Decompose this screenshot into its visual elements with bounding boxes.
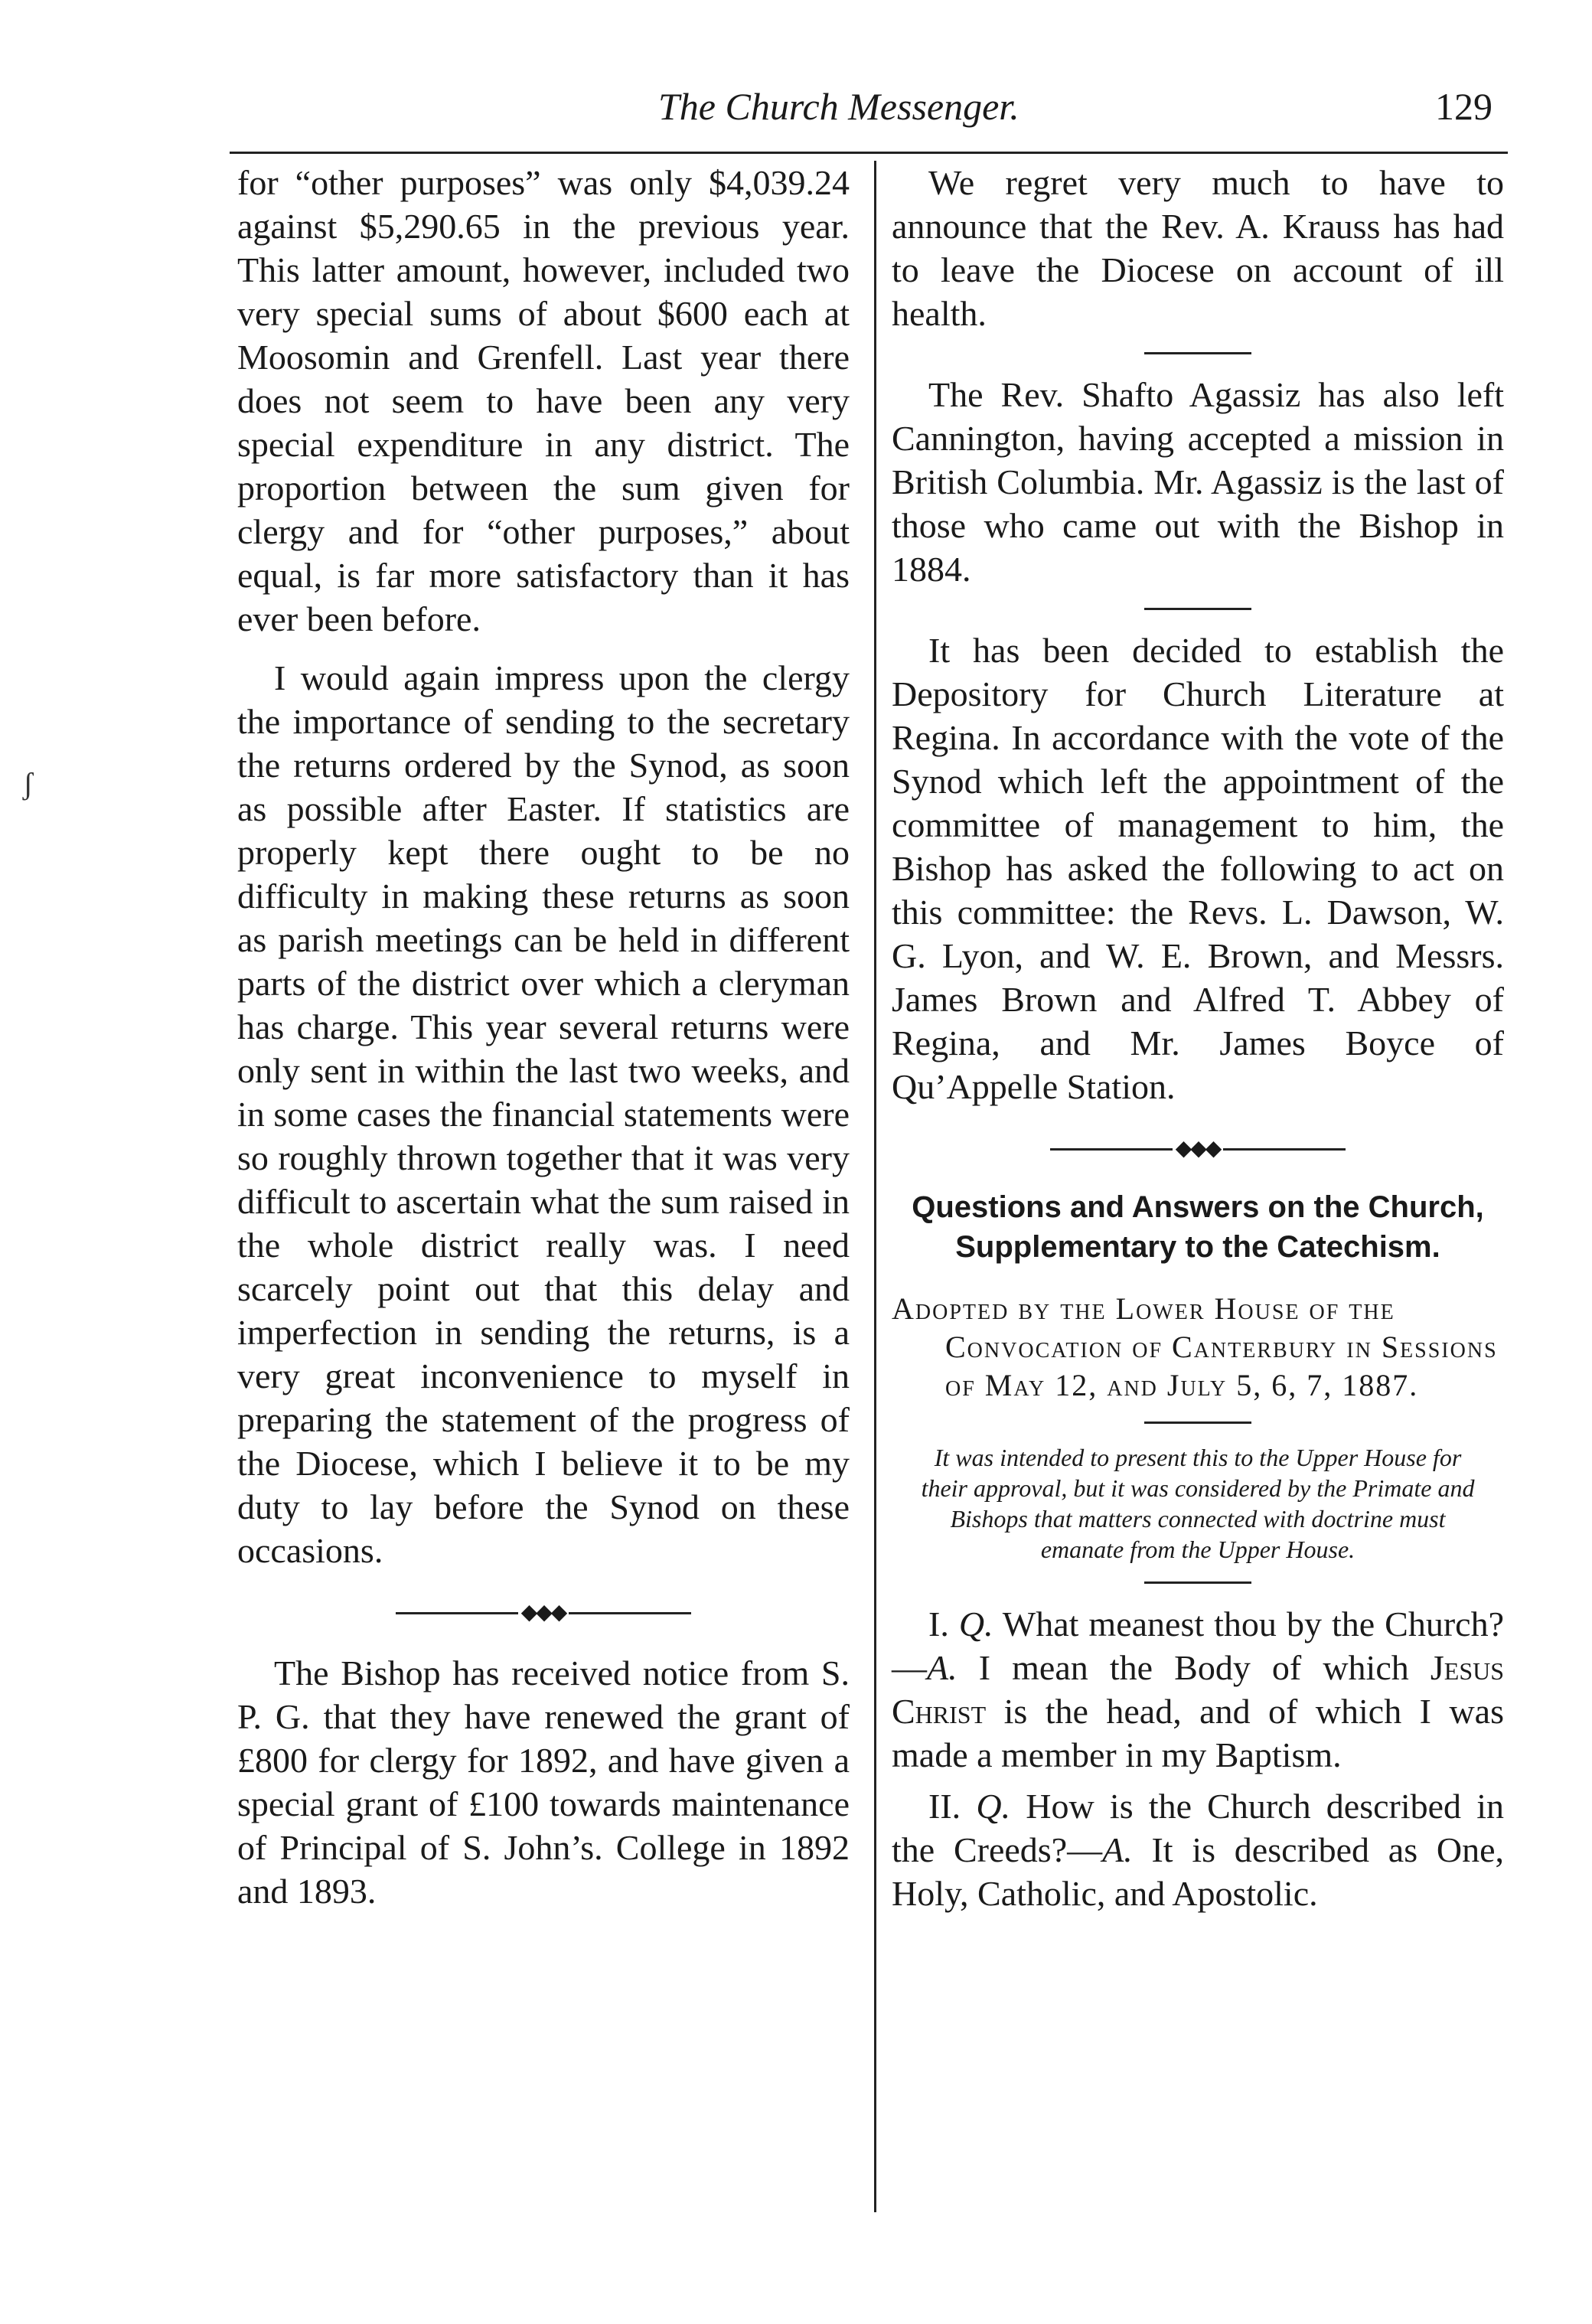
qa-number: I. [928,1604,949,1644]
ornament-mark: ◆◆◆ [520,1601,566,1625]
adopted-note: Adopted by the Lower House of the Convocation of Canterbury in Sessions of May 12, and July 5, 6, 7, 1887. [892,1291,1498,1403]
column-divider [874,161,876,2212]
left-paragraph-1: for “other purposes” was only $4,039.24 against $5,290.65 in the previous year. This latter amount, however, included two very special sums of about $600 each at Moosomin and Grenfell. Last year there does not seem to have been any very special expenditure in any district. The proportion between the sum given for clergy and for “other purposes,” about equal, is far more satisfactory than it has ever been before. [237,163,850,638]
ornament-mark: ◆◆◆ [1175,1137,1221,1161]
question-label: Q. [958,1604,993,1644]
small-caps-name: Jesus Christ [892,1648,1505,1732]
ornament-line-right [569,1612,691,1614]
question-label: Q. [976,1787,1011,1826]
running-title: The Church Messenger. [658,85,1019,128]
right-paragraph-1: We regret very much to have to announce that the Rev. A. Krauss has had to leave the Diocese on account of ill health. [892,163,1504,333]
ornament-divider [892,1131,1504,1164]
italic-note: It was intended to present this to the Upper House for their approval, but it was considered by the Primate and Bishops that matters connected with doctrine must emanate from the Upper House. [921,1444,1475,1564]
ornament-line-left [1050,1148,1173,1151]
page-header [230,84,1515,145]
answer-label: A. [1102,1830,1133,1870]
margin-mark: ʃ [23,766,34,801]
right-paragraph-2: The Rev. Shafto Agassiz has also left Cannington, having accepted a mission in British Columbia. Mr. Agassiz is the last of those who came out with the Bishop in 1884. [892,375,1504,589]
qa-item [892,1784,1504,1915]
answer-text: is the head, and of which I was made a member in my Baptism. [892,1692,1504,1775]
short-rule [1144,352,1251,354]
short-rule [1144,608,1251,610]
qa-number: II. [928,1787,961,1826]
answer-text: It is described as One, Holy, Catholic, and Apostolic. [892,1830,1504,1914]
answer-text: I mean the Body of which [978,1648,1409,1688]
question-text: How is the Church described in the Creeds?— [892,1787,1505,1870]
left-column [237,161,850,1928]
header-rule [230,152,1508,154]
question-text: What meanest thou by the Church?— [892,1604,1505,1688]
ornament-line-right [1223,1148,1346,1151]
right-paragraph-3: It has been decided to establish the Depository for Church Literature at Regina. In accordance with the vote of the Synod which left the appointment of the committee of management to him, the Bishop has asked the following to act on this committee: the Revs. L. Dawson, W. G. Lyon, and W. E. Brown, and Messrs. James Brown and Alfred T. Abbey of Regina, and Mr. James Boyce of Qu’Appelle Station. [892,631,1504,1106]
left-paragraph-2: I would again impress upon the clergy the importance of sending to the secretary the returns ordered by the Synod, as soon as possible after Easter. If statistics are properly kept there ought to be no difficulty in making these returns as soon as parish meetings can be held in different parts of the district over which a cleryman has charge. This year several returns were only sent in within the last two weeks, and in some cases the financial statements were so roughly thrown together that it was very difficult to ascertain what the sum raised in the whole district really was. I need scarcely point out that this delay and imperfection in sending the returns, is a very great inconvenience to myself in preparing the statement of the progress of the Diocese, which I believe it to be my duty to lay before the Synod on these occasions. [237,658,850,1570]
ornament-divider [237,1595,850,1628]
right-column [892,161,1504,1923]
short-rule [1144,1581,1251,1584]
page-number: 129 [1435,85,1492,128]
left-paragraph-3: The Bishop has received notice from S. P. G. that they have renewed the grant of £800 for clergy for 1892, and have given a special grant of £100 towards maintenance of Principal of S. John’s. College in 1892 and 1893. [237,1653,850,1911]
answer-label: A. [927,1648,957,1688]
ornament-line-left [396,1612,518,1614]
short-rule [1144,1421,1251,1424]
qa-item [892,1602,1504,1777]
section-heading: Questions and Answers on the Church, Supplementary to the Catechism. [912,1190,1484,1265]
